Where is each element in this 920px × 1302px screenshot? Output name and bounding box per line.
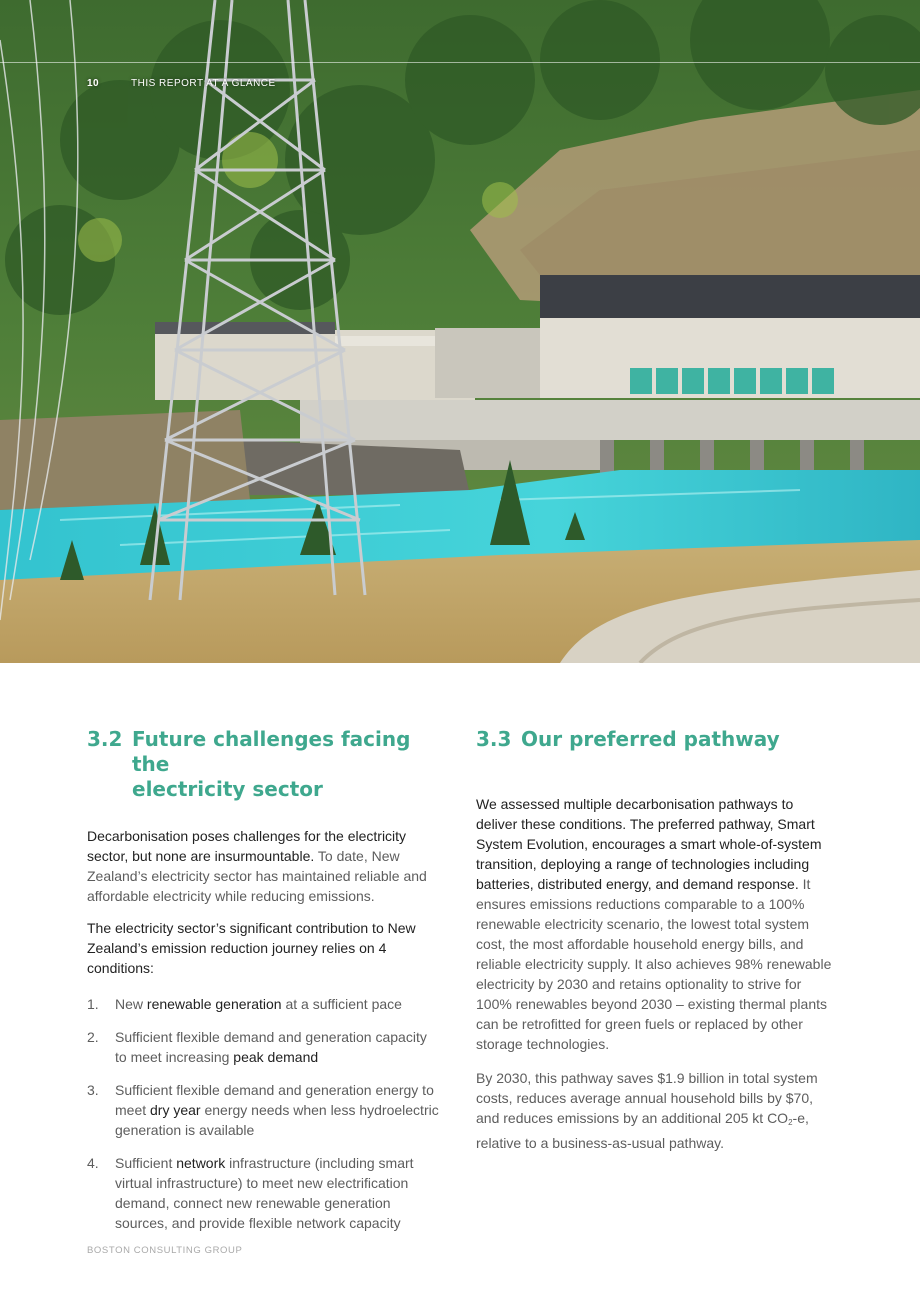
- heading-title: Our preferred pathway: [521, 727, 780, 751]
- list-item: [87, 994, 442, 1014]
- list-number: 4.: [87, 1155, 99, 1171]
- list-number: 2.: [87, 1029, 99, 1045]
- page-number: 10: [87, 78, 100, 89]
- section-label: THIS REPORT AT A GLANCE: [131, 78, 276, 89]
- list-keyword: renewable generation: [146, 996, 282, 1012]
- right-column: [476, 727, 832, 1153]
- heading-line-2: electricity sector: [132, 777, 323, 801]
- intro-strong: Decarbonisation poses challenges for the electricity sector, but none are insurmountable.: [87, 828, 407, 864]
- list-text-pre: Sufficient flexible demand and generation capacity to meet increasing: [115, 1029, 427, 1065]
- heading-preferred-pathway: [476, 727, 832, 752]
- list-item: [87, 1153, 442, 1233]
- list-text-post: infrastructure (including smart virtual infrastructure) to meet new electrification demand, connect new renewable generation sources, and provide flexible network capacity: [115, 1155, 414, 1231]
- list-text-pre: Sufficient flexible demand and generation energy to meet: [115, 1082, 434, 1118]
- footer-publisher: BOSTON CONSULTING GROUP: [87, 1245, 243, 1256]
- heading-number: 3.3: [476, 727, 512, 751]
- list-item: [87, 1080, 442, 1140]
- conditions-list: [87, 994, 442, 1233]
- left-column: [87, 727, 442, 1246]
- pathway-paragraph: [476, 794, 832, 1054]
- list-text-pre: New: [115, 996, 147, 1012]
- list-number: 1.: [87, 996, 99, 1012]
- savings-paragraph: [476, 1068, 832, 1153]
- heading-number: 3.2: [87, 727, 123, 751]
- heading-future-challenges: [87, 727, 442, 802]
- list-keyword: dry year: [150, 1102, 201, 1118]
- list-text: [115, 1153, 442, 1233]
- running-header: [87, 78, 276, 89]
- list-keyword: network: [176, 1155, 226, 1171]
- co2-subscript: 2: [788, 1118, 793, 1127]
- list-keyword: peak demand: [233, 1049, 319, 1065]
- list-text-post: at a sufficient pace: [281, 996, 402, 1012]
- savings-text: By 2030, this pathway saves $1.9 billion in total system costs, reduces average annual household bills by $70, and reduces emissions by an additional 205 kt CO: [476, 1070, 818, 1126]
- list-text: [115, 1027, 442, 1067]
- pathway-rest: It ensures emissions reductions comparable to a 100% renewable electricity scenario, the lowest total system cost, the most affordable household energy bills, and reliable electricity supply. It also achieves 98% renewable electricity by 2030 and retains optionality to strive for 100% renewables beyond 2030 – existing thermal plants can be retrofitted for green fuels or replaced by other storage technologies.: [476, 876, 832, 1052]
- intro-paragraph: [87, 826, 442, 906]
- savings-text-end: -e, relative to a business-as-usual pathway.: [476, 1110, 809, 1151]
- heading-title: [132, 727, 442, 802]
- dam-deck: [300, 400, 920, 440]
- intro-rest: To date, New Zealand’s electricity sector has maintained reliable and affordable electricity while reducing emissions.: [87, 848, 427, 904]
- list-item: [87, 1027, 442, 1067]
- heading-line-1: Future challenges facing the: [132, 727, 411, 776]
- list-number: 3.: [87, 1082, 99, 1098]
- station-roof: [540, 275, 920, 320]
- conditions-intro: The electricity sector’s significant contribution to New Zealand’s emission reduction journey relies on 4 conditions:: [87, 920, 416, 976]
- header-rule: [0, 62, 920, 63]
- list-text-post: energy needs when less hydroelectric generation is available: [115, 1102, 439, 1138]
- list-text: [115, 1080, 442, 1140]
- pathway-strong: We assessed multiple decarbonisation pathways to deliver these conditions. The preferred pathway, Smart System Evolution, encourages a smart whole-of-system transition, deploying a range of technologies including batteries, distributed energy, and demand response.: [476, 796, 822, 892]
- list-text-pre: Sufficient: [115, 1155, 177, 1171]
- list-text: [115, 994, 442, 1014]
